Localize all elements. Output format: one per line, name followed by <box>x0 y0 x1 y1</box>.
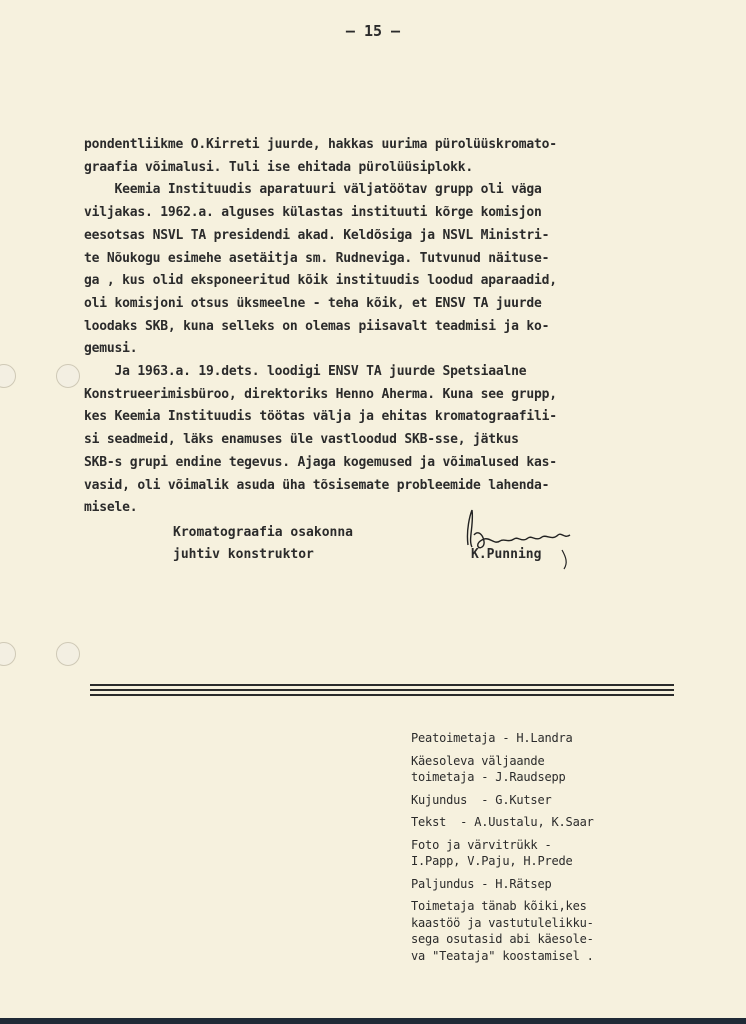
body-text-line: pondentliikme O.Kirreti juurde, hakkas uurima pürolüüskromato- <box>84 137 557 152</box>
credit-line: Foto ja värvitrükk - <box>411 837 552 852</box>
signature-name: K.Punning <box>471 547 542 562</box>
credit-line: Paljundus - H.Rätsep <box>411 876 552 891</box>
body-text-line: misele. <box>84 500 138 516</box>
credit-line: Kujundus - G.Kutser <box>411 792 552 807</box>
body-text-line: loodaks SKB, kuna selleks on olemas piisavalt teadmisi ja ko- <box>84 318 550 334</box>
divider-line <box>90 689 674 691</box>
credit-line: I.Papp, V.Paju, H.Prede <box>411 854 573 868</box>
punch-hole <box>56 642 80 666</box>
credit-entry <box>411 753 651 786</box>
body-text-line: ga , kus olid eksponeeritud kõik instituudis loodud aparaadid, <box>84 273 557 289</box>
credit-entry <box>411 898 651 964</box>
body-text-line: te Nõukogu esimehe asetäitja sm. Rudneviga. Tutvunud näituse- <box>84 250 550 266</box>
credit-line: kaastöö ja vastutulelikku- <box>411 915 594 930</box>
signature-position <box>173 522 353 566</box>
credit-line: Käesoleva väljaande <box>411 753 545 768</box>
body-text-line: Ja 1963.a. 19.dets. loodigi ENSV TA juurde Spetsiaalne <box>84 364 527 380</box>
signature-position-line: juhtiv konstruktor <box>173 547 314 562</box>
divider-line <box>90 694 674 696</box>
body-text-line: vasid, oli võimalik asuda üha tõsisemate probleemide lahenda- <box>84 477 550 493</box>
credit-entry <box>411 837 651 870</box>
body-text-line: eesotsas NSVL TA presidendi akad. Keldõsiga ja NSVL Ministri- <box>84 227 550 243</box>
signature-position-line: Kromatograafia osakonna <box>173 525 354 540</box>
credit-entry <box>411 876 651 893</box>
punch-hole <box>0 364 16 388</box>
body-text-line: viljakas. 1962.a. alguses külastas instituuti kõrge komisjon <box>84 205 542 221</box>
credit-line: Peatoimetaja - H.Landra <box>411 731 573 745</box>
punch-hole <box>0 642 16 666</box>
body-text-line: Keemia Instituudis aparatuuri väljatöötav grupp oli väga <box>84 182 542 198</box>
credits-block <box>411 730 651 970</box>
page-bottom-edge <box>0 1018 746 1024</box>
page-number: — 15 — <box>345 22 401 40</box>
body-text-line: oli komisjoni otsus üksmeelne - teha kõik, et ENSV TA juurde <box>84 295 542 311</box>
credit-line: sega osutasid abi käesole- <box>411 932 594 946</box>
punch-hole <box>56 364 80 388</box>
credit-entry <box>411 730 651 747</box>
credit-line: toimetaja - J.Raudsepp <box>411 770 566 784</box>
body-text-line: gemusi. <box>84 341 138 357</box>
divider-line <box>90 684 674 686</box>
credit-entry <box>411 792 651 809</box>
credit-line: va "Teataja" koostamisel . <box>411 948 594 963</box>
body-text-line: kes Keemia Instituudis töötas välja ja ehitas kromatograafili- <box>84 409 557 425</box>
body-text-line: graafia võimalusi. Tuli ise ehitada pürolüüsiplokk. <box>84 159 473 175</box>
credit-line: Tekst - A.Uustalu, K.Saar <box>411 815 594 829</box>
body-text-line: SKB-s grupi endine tegevus. Ajaga kogemused ja võimalused kas- <box>84 454 557 470</box>
body-text <box>84 134 659 520</box>
credit-line: Toimetaja tänab kõiki,kes <box>411 899 587 913</box>
body-text-line: Konstrueerimisbüroo, direktoriks Henno Aherma. Kuna see grupp, <box>84 386 557 402</box>
credit-entry <box>411 814 651 831</box>
body-text-line: si seadmeid, läks enamuses üle vastloodud SKB-sse, jätkus <box>84 432 519 448</box>
